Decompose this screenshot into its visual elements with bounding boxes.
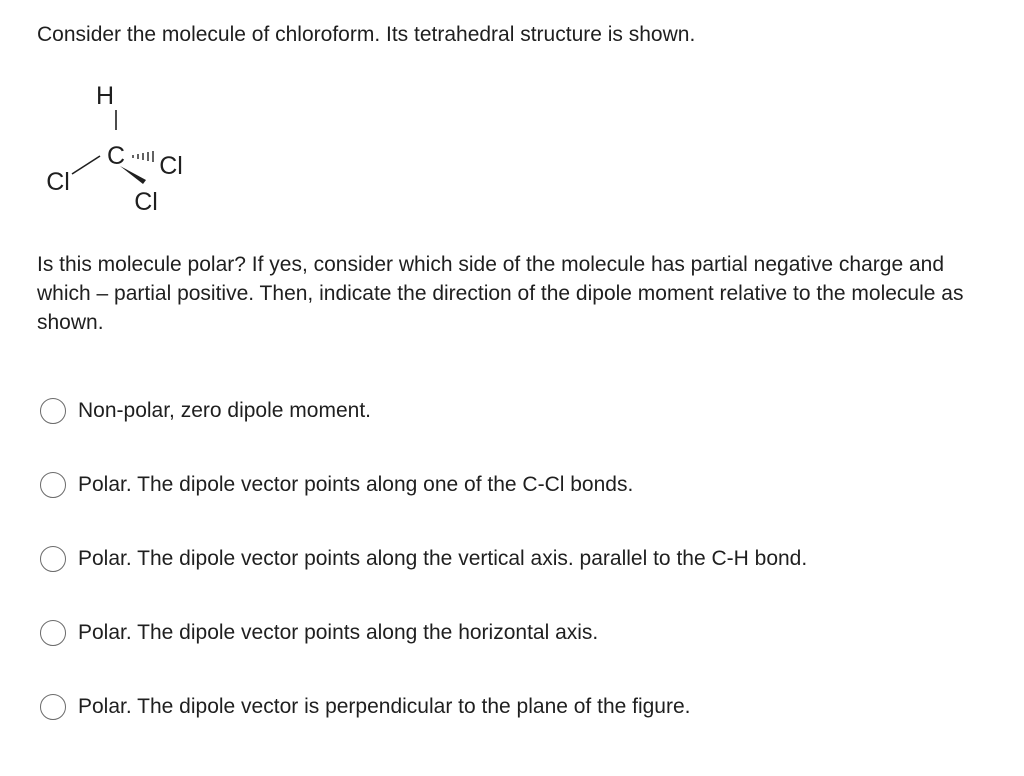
c-cl-bottom-wedge-bond	[120, 166, 146, 184]
choice-label: Polar. The dipole vector points along one of the C-Cl bonds.	[78, 473, 634, 496]
c-cl-left-bond	[72, 156, 100, 174]
radio-button[interactable]	[40, 546, 66, 572]
question-prompt: Is this molecule polar? If yes, consider which side of the molecule has partial negative charge and which – partial positive. Then, indicate the direction of the dipole moment relative to the molecule as shown.	[37, 253, 964, 334]
radio-button[interactable]	[40, 694, 66, 720]
question-intro: Consider the molecule of chloroform. Its tetrahedral structure is shown.	[37, 23, 696, 46]
radio-button[interactable]	[40, 398, 66, 424]
answer-choice-3[interactable]	[40, 544, 1000, 574]
atom-c-label: C	[106, 142, 126, 170]
atom-cl-left-label: Cl	[46, 168, 70, 196]
choice-label: Polar. The dipole vector points along the vertical axis. parallel to the C-H bond.	[78, 547, 808, 570]
choice-label: Polar. The dipole vector is perpendicular to the plane of the figure.	[78, 695, 691, 718]
chloroform-structure	[30, 72, 220, 232]
atom-cl-bottom-label: Cl	[134, 188, 158, 216]
atom-cl-right-label: Cl	[159, 152, 183, 180]
radio-button[interactable]	[40, 620, 66, 646]
choice-label: Polar. The dipole vector points along the horizontal axis.	[78, 621, 599, 644]
answer-choice-5[interactable]	[40, 692, 1000, 722]
answer-choices	[40, 396, 1000, 766]
c-cl-right-hashed-bond	[133, 151, 153, 162]
atom-h-label: H	[95, 82, 115, 110]
radio-button[interactable]	[40, 472, 66, 498]
answer-choice-4[interactable]	[40, 618, 1000, 648]
chloroform-structure-svg	[30, 72, 220, 232]
answer-choice-2[interactable]	[40, 470, 1000, 500]
answer-choice-1[interactable]	[40, 396, 1000, 426]
choice-label: Non-polar, zero dipole moment.	[78, 399, 371, 422]
